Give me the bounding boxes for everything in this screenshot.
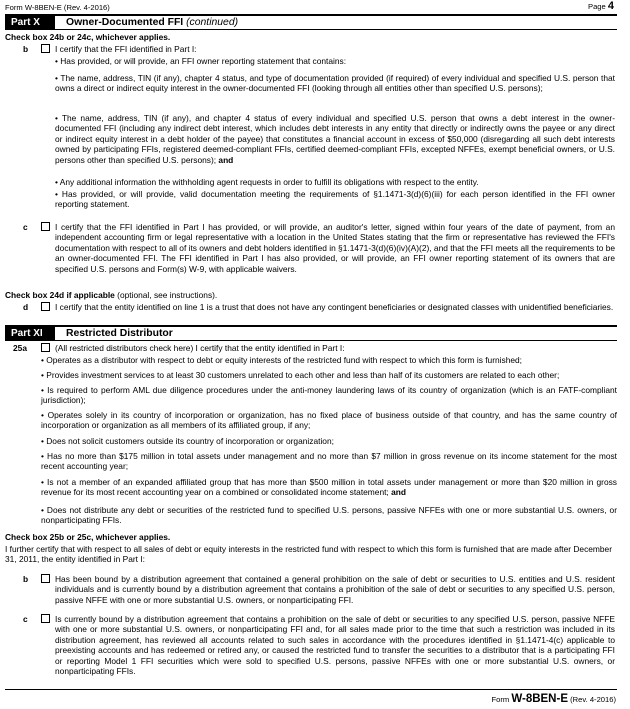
checkbox-24b[interactable]	[41, 44, 50, 53]
line-24b-sub2	[55, 113, 615, 165]
checkbox-25b[interactable]	[41, 574, 50, 583]
line-24b-cert: I certify that the FFI identified in Part I:	[55, 44, 197, 54]
checkbox-24c[interactable]	[41, 222, 50, 231]
instruction-24bc: Check box 24b or 24c, whichever applies.	[5, 32, 171, 42]
part-x-bottom-rule	[5, 29, 617, 30]
line-25b-label: b	[23, 574, 29, 584]
line-25a-bullet-8: • Does not distribute any debt or securities of the restricted fund to specified U.S. persons, passive NFFEs with one or more substantial U.S. owners, or nonparticipating FFIs.	[41, 505, 617, 526]
line-25c-label: c	[23, 614, 28, 624]
line-25a-label: 25a	[13, 343, 27, 353]
form-id: Form W-8BEN-E (Rev. 4-2016)	[5, 3, 110, 12]
instruction-24d	[5, 290, 217, 300]
line-25a-bullet-4: • Operates solely in its country of incorporation or organization, has no fixed place of business outside of that country, and has the same country of incorporation or organization as all members of its affiliated group, if any;	[41, 410, 617, 431]
line-25a-bullet-7-text: • Is not a member of an expanded affiliated group that has more than $500 million in total assets under management or more than $20 million in gross revenue for its most recent accounting year on a combined or consolidated income statement;	[41, 477, 617, 498]
line-24b-bullet1: • Has provided, or will provide, an FFI owner reporting statement that contains:	[55, 56, 347, 66]
checkbox-25c[interactable]	[41, 614, 50, 623]
page-prefix: Page	[588, 2, 606, 11]
line-24b-sub1: • The name, address, TIN (if any), chapter 4 status, and type of documentation provided (if required) of every individual and specified U.S. person that owns a direct or indirect equity interest in the owner-documented FFI (looking through all entities other than specified U.S. persons);	[55, 73, 615, 94]
line-24b-sub3: • Any additional information the withholding agent requests in order to fulfill its obligations with respect to the entity.	[55, 177, 479, 187]
part-x-title	[66, 16, 238, 29]
line-25a-bullet-1: • Operates as a distributor with respect to debt or equity interests of the restricted fund with respect to which this form is furnished;	[41, 355, 522, 365]
part-xi-bottom-rule	[5, 340, 617, 341]
instruction-25bc: Check box 25b or 25c, whichever applies.	[5, 532, 171, 542]
line-24c-label: c	[23, 222, 28, 232]
footer-form-name: W-8BEN-E	[511, 693, 568, 705]
line-24b-bullet2: • Has provided, or will provide, valid documentation meeting the requirements of §1.1471-3(d)(6)(iii) for each person identified in the FFI owner reporting statement.	[55, 189, 615, 210]
further-certification: I further certify that with respect to all sales of debt or equity interests in the restricted fund with respect to which this form is furnished that are made after December 31, 2011, the entity identified in Part I:	[5, 544, 612, 565]
part-x-title-text: Owner-Documented FFI	[66, 17, 184, 28]
line-25a-cert: (All restricted distributors check here) I certify that the entity identified in Part I:	[55, 343, 345, 353]
instruction-24d-bold: Check box 24d if applicable	[5, 290, 115, 300]
line-24d-label: d	[23, 302, 29, 312]
line-24b-label: b	[23, 44, 29, 54]
part-xi-title: Restricted Distributor	[66, 328, 173, 339]
line-24b-sub2-and: and	[218, 154, 234, 165]
line-24b-sub2-text: • The name, address, TIN (if any), and chapter 4 status of every individual and specified U.S. person that owns a debt interest in the owner-documented FFI (including any indirect debt interest, which includes debt interests in any entity that directly or indirectly owns the payee or any direct or indirect equity interest in a debt holder of the payee) that constitutes a financial account in excess of $50,000 (disregarding all such debt interests owned by participating FFIs, registered deemed-compliant FFIs, certified deemed-compliant FFIs, excepted NFFEs, exempt beneficial owners, or U.S. persons other than specified U.S. persons);	[55, 113, 615, 165]
line-25a-bullet-5: • Does not solicit customers outside its country of incorporation or organization;	[41, 436, 334, 446]
checkbox-25a[interactable]	[41, 343, 50, 352]
footer-rule	[5, 689, 617, 690]
footer-revision: (Rev. 4-2016)	[570, 695, 616, 704]
part-x-title-suffix: (continued)	[186, 17, 239, 28]
line-25a-bullet-2: • Provides investment services to at least 30 customers unrelated to each other and less than half of its customers are related to each other;	[41, 370, 560, 380]
line-25b-text: Has been bound by a distribution agreement that contained a general prohibition on the sale of debt or securities to U.S. entities and U.S. resident individuals and is currently bound by a distribution agreement that contains a prohibition of the sale of debt or securities to any specified U.S. person, passive NFFE with one or more substantial U.S. owners, or nonparticipating FFI.	[55, 574, 615, 605]
part-xi-tag: Part XI	[5, 327, 55, 340]
checkbox-24d[interactable]	[41, 302, 50, 311]
line-25a-bullet-7-and: and	[391, 487, 406, 498]
line-25a-bullet-6: • Has no more than $175 million in total assets under management and no more than $7 million in gross revenue on its income statement for the most recent accounting year;	[41, 451, 617, 472]
line-25a-bullet-7	[41, 477, 617, 498]
line-24d-text: I certify that the entity identified on line 1 is a trust that does not have any contingent beneficiaries or designated classes with unidentified beneficiaries.	[55, 302, 614, 312]
line-24c-text: I certify that the FFI identified in Part I has provided, or will provide, an auditor's letter, signed within four years of the date of payment, from an independent accounting firm or legal representative with a location in the United States stating that the firm or representative has reviewed the FFI's documentation with respect to all of its owners and debt holders identified in §1.1471-3(d)(6)(iv)(A)(2), and that the FFI meets all the requirements to be an owner-documented FFI. The FFI identified in Part I has also provided, or will provide, an FFI owner reporting statement of its owners that are specified U.S. persons and Form(s) W-9, with applicable waivers.	[55, 222, 616, 274]
page-number: 4	[607, 0, 614, 12]
page-number-label	[588, 1, 614, 12]
footer-form-id	[492, 693, 616, 706]
instruction-24d-rest: (optional, see instructions).	[117, 290, 218, 300]
footer-form-word: Form	[491, 695, 510, 704]
part-x-tag: Part X	[5, 16, 55, 29]
line-25a-bullet-3: • Is required to perform AML due diligence procedures under the anti-money laundering laws of its country of organization (which is an FATF-compliant jurisdiction);	[41, 385, 617, 406]
line-25c-text: Is currently bound by a distribution agreement that contains a prohibition on the sale of debt or securities to any specified U.S. person, passive NFFE with one or more substantial U.S. owners, or nonparticipating FFI and, for all sales made prior to the time that such a restriction was included in its distribution agreement, has reviewed all accounts related to such sales in accordance with the procedures identified in §1.1471-4(c) applicable to preexisting accounts and has redeemed or retired any, or caused the restricted fund to transfer the securities to a distributor that is a participating FFI or reporting Model 1 FFI securities which were sold to specified U.S. persons, passive NFFEs with one or more substantial U.S. owners, or nonparticipating FFIs.	[55, 614, 615, 677]
